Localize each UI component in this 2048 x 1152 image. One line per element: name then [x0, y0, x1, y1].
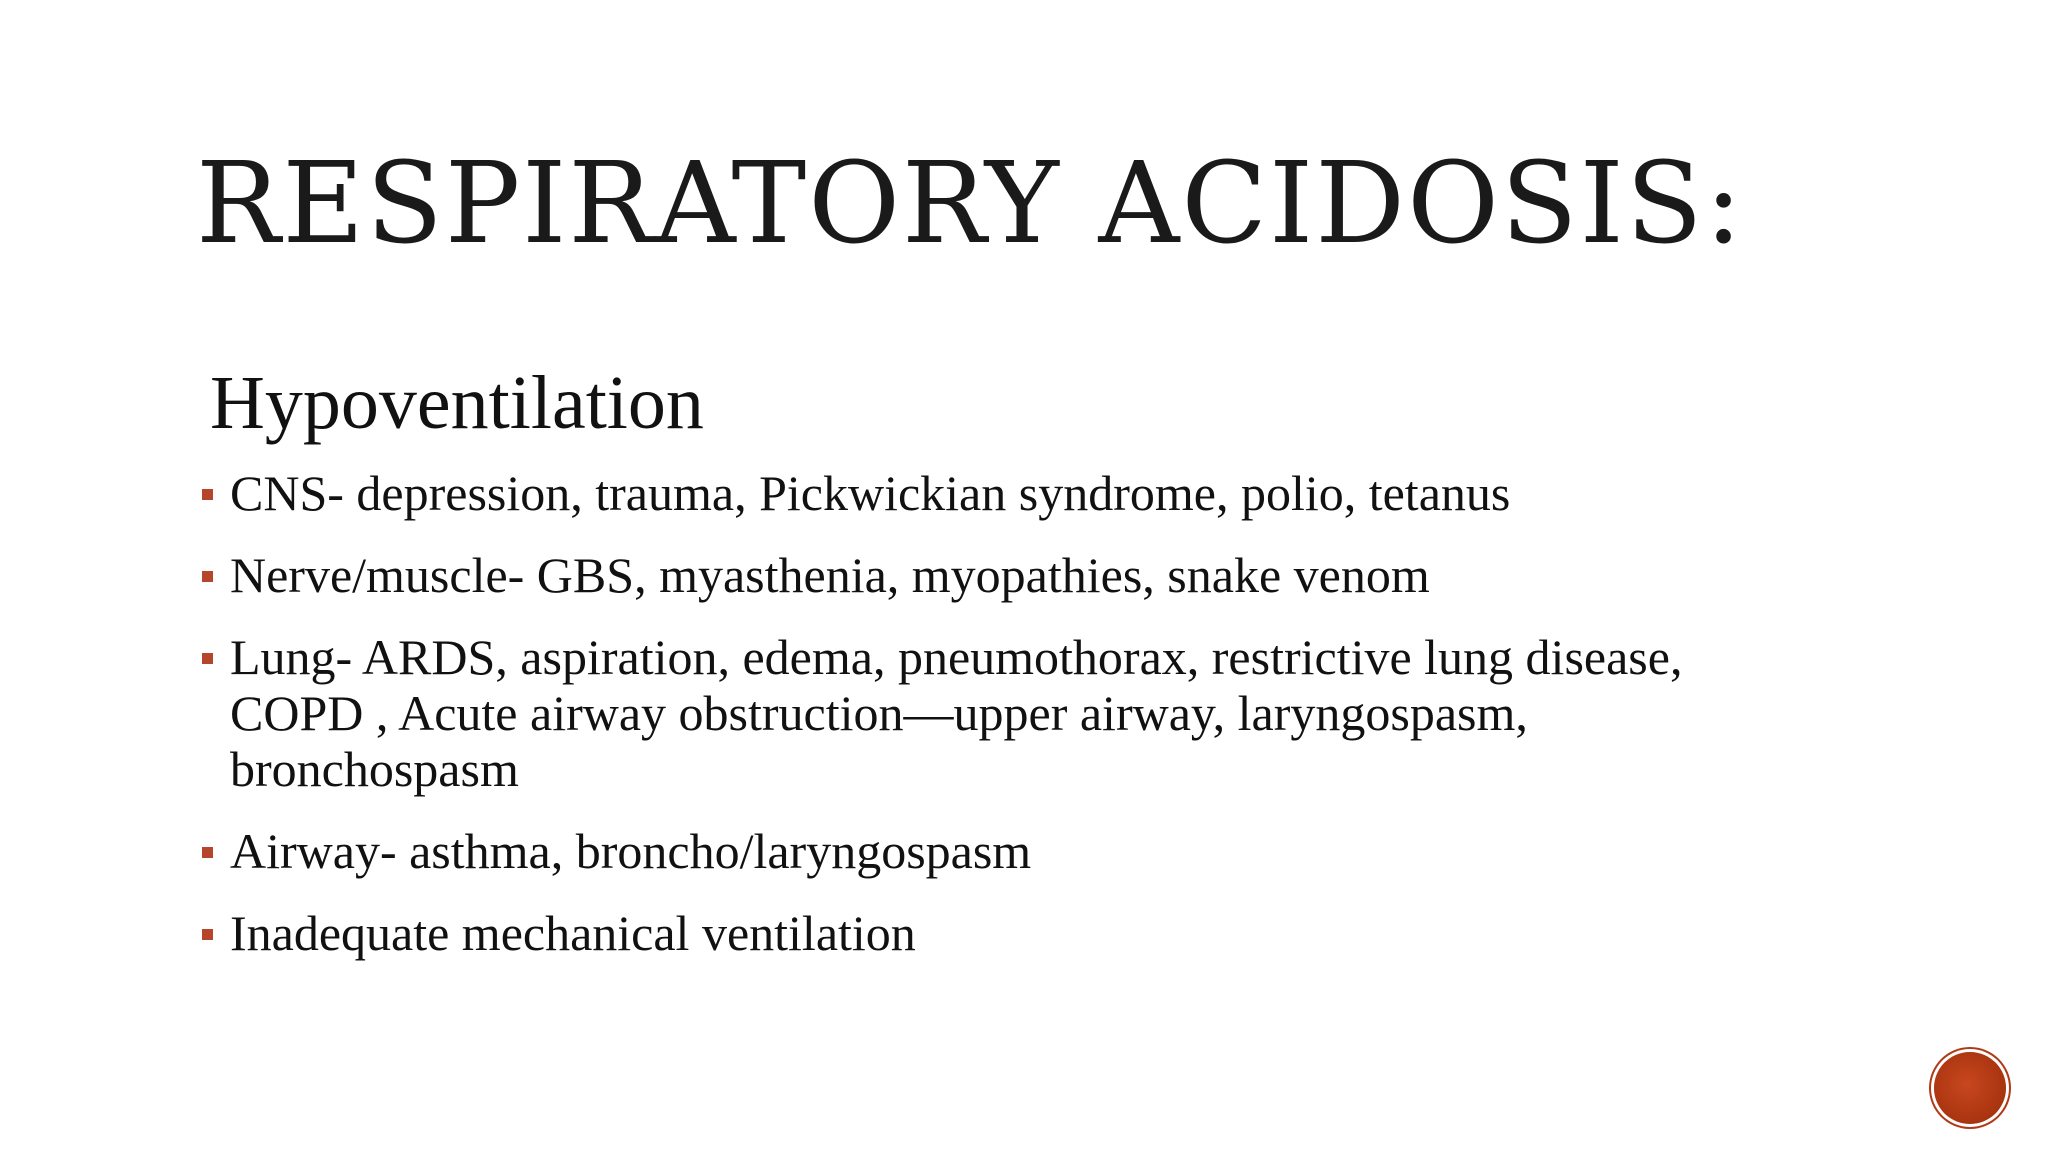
bullet-text: Lung- ARDS, aspiration, edema, pneumothorax, restrictive lung disease, COPD , Acute airway obstruction—upper airway, laryngospasm, bronchospasm: [230, 629, 1683, 798]
circle-nav-icon[interactable]: [1934, 1052, 2006, 1124]
list-item: [196, 629, 1816, 797]
list-item: [196, 465, 1816, 521]
list-item: [196, 547, 1816, 603]
list-item: [196, 823, 1816, 879]
slide-content: [196, 360, 1816, 987]
bullet-text: Nerve/muscle- GBS, myasthenia, myopathies, snake venom: [230, 547, 1430, 604]
bullet-text: CNS- depression, trauma, Pickwickian syndrome, polio, tetanus: [230, 465, 1511, 522]
square-bullet-icon: [202, 653, 213, 664]
bullet-list: [196, 465, 1816, 961]
square-bullet-icon: [202, 847, 213, 858]
subheading: Hypoventilation: [210, 361, 704, 445]
bullet-text: Airway- asthma, broncho/laryngospasm: [230, 823, 1032, 880]
square-bullet-icon: [202, 571, 213, 582]
slide-title: RESPIRATORY ACIDOSIS:: [196, 139, 1745, 269]
bullet-text: Inadequate mechanical ventilation: [230, 905, 916, 962]
square-bullet-icon: [202, 489, 213, 500]
square-bullet-icon: [202, 929, 213, 940]
list-item: [196, 905, 1816, 961]
